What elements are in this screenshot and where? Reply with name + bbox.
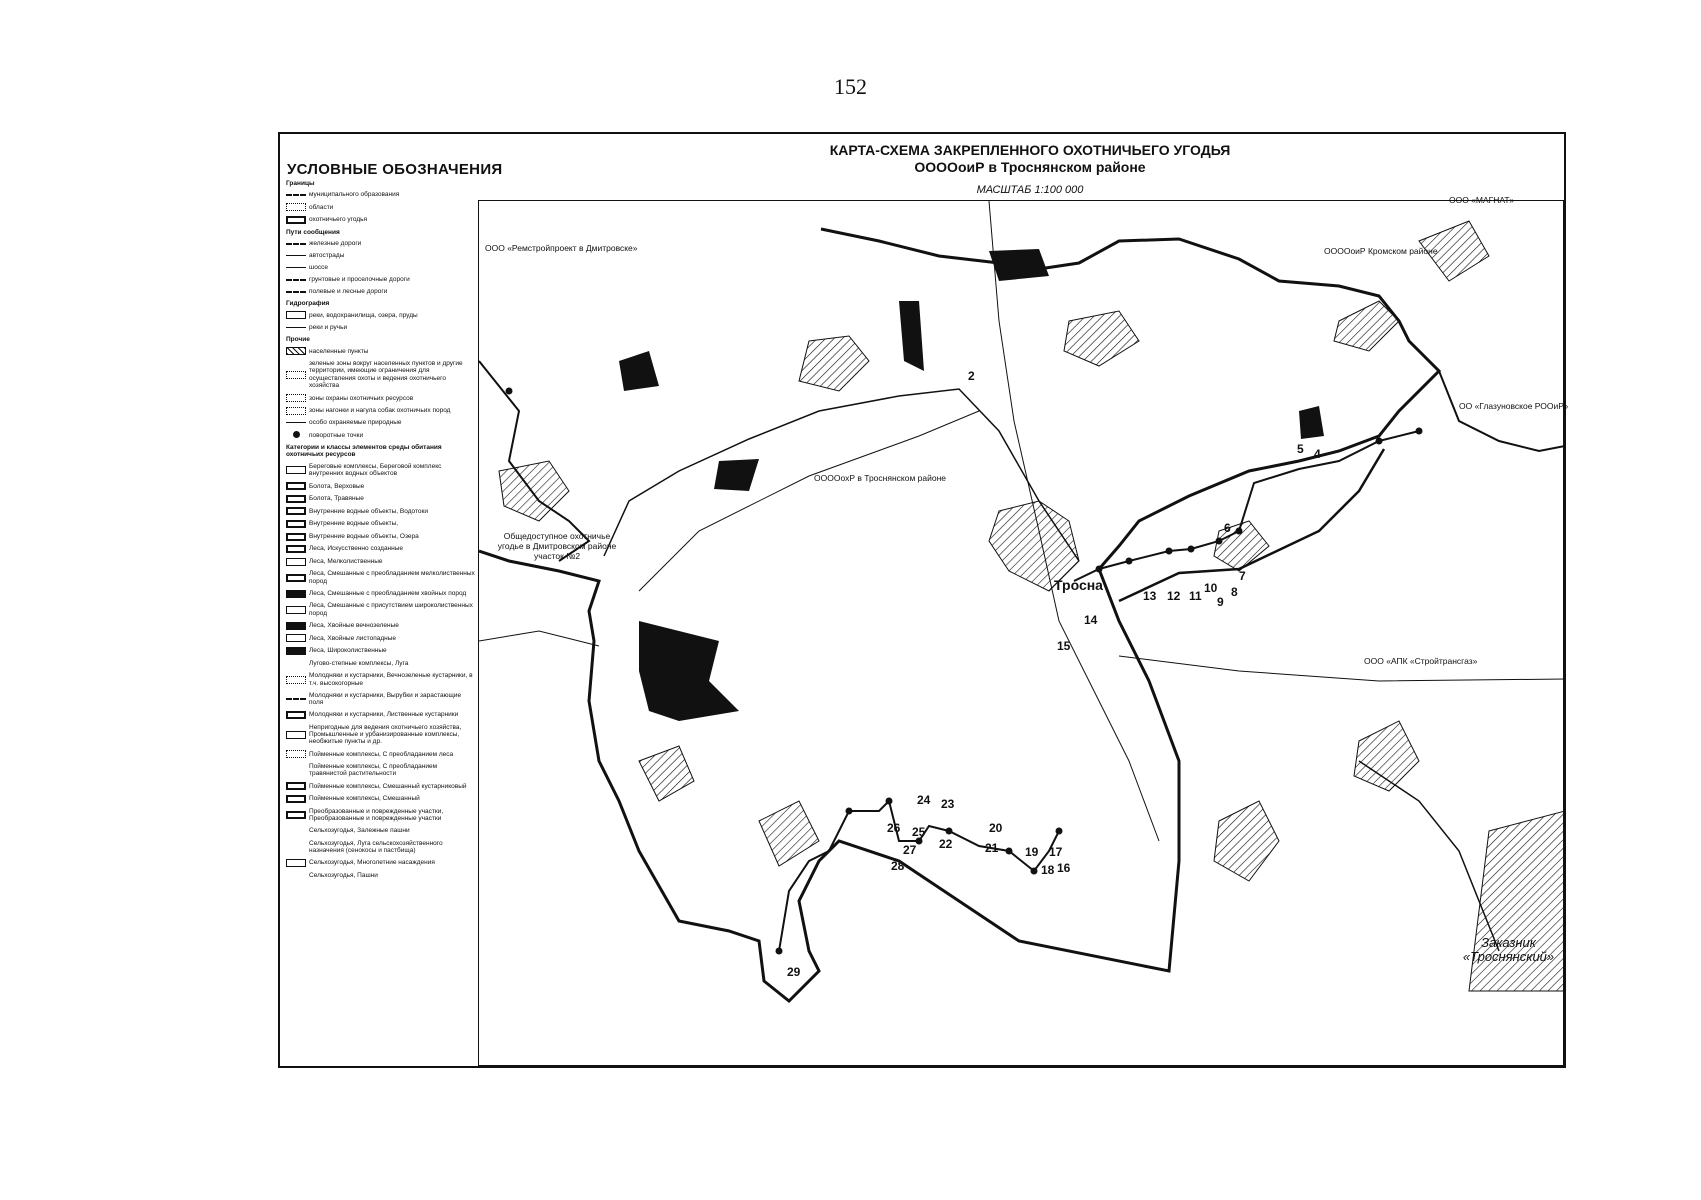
coniferous-forest [714, 459, 759, 491]
settlement [1214, 521, 1269, 571]
map-title [680, 142, 1380, 176]
turning-point-label: 11 [1189, 589, 1202, 603]
turning-point-label: 24 [917, 793, 931, 807]
zakaznik-area [1469, 811, 1565, 991]
legend-item [286, 264, 476, 271]
legend-symbol [286, 647, 306, 655]
legend-item [286, 520, 476, 528]
legend-symbol [286, 676, 306, 684]
legend-symbol [286, 482, 306, 490]
legend-label: Пойменные комплексы, Смешанный [309, 795, 420, 803]
page-number: 152 [834, 74, 867, 99]
legend-label: охотничьего угодья [309, 216, 368, 224]
legend-label: Леса, Смешанные с присутствием широколиственных пород [309, 602, 473, 617]
legend-item [286, 763, 476, 778]
legend-symbol [286, 267, 306, 269]
turning-point-label: 29 [787, 965, 801, 979]
legend-label: Сельхозугодья, Луга сельскохозяйственного назначения (сенокосы и пастбища) [309, 839, 443, 854]
legend-item [286, 711, 476, 719]
legend-item [286, 311, 476, 319]
legend-item [286, 482, 476, 490]
legend-symbol [286, 327, 306, 329]
legend-symbol [286, 766, 306, 774]
legend-symbol [286, 203, 306, 211]
coniferous-forest [1299, 406, 1324, 439]
kromskoy-label: ООООоиР Кромском районе [1324, 246, 1438, 256]
legend-item [286, 533, 476, 541]
legend-item [286, 394, 476, 402]
legend-symbol [286, 750, 306, 758]
turning-point-label: 27 [903, 843, 917, 857]
legend-symbol [286, 520, 306, 528]
legend-item [286, 782, 476, 790]
legend-item [286, 602, 476, 617]
legend-heading: Пути сообщения [286, 228, 340, 236]
turning-point-label: 10 [1204, 581, 1218, 595]
legend-label: Пойменные комплексы, С преобладанием травянистой растительности [309, 762, 438, 778]
legend-label: Береговые комплексы, Береговой комплекс внутренних водных объектов [309, 462, 442, 478]
legend-item [286, 463, 476, 478]
legend-label: Леса, Широколиственные [309, 647, 387, 655]
legend-symbol [286, 507, 306, 515]
legend-label: муниципального образования [309, 191, 400, 199]
legend-item [286, 872, 476, 880]
turning-point-label: 23 [941, 797, 955, 811]
legend-label: Пойменные комплексы, С преобладанием леса [309, 750, 454, 758]
map-title-line1: КАРТА-СХЕМА ЗАКРЕПЛЕННОГО ОХОТНИЧЬЕГО УГОДЬЯ [829, 142, 1231, 158]
legend-symbol [286, 279, 306, 281]
legend-item [286, 407, 476, 415]
legend-item [286, 276, 476, 283]
legend-item [286, 859, 476, 867]
settlement [639, 746, 694, 801]
legend-item [286, 240, 476, 247]
legend-symbol [286, 698, 306, 700]
legend-symbol [286, 731, 306, 739]
legend-symbol [286, 255, 306, 257]
legend-label: Молодняки и кустарники, Вырубки и зарастающие поля [309, 691, 462, 706]
legend-label: автострады [309, 252, 345, 259]
turning-point-label: 7 [1239, 569, 1246, 583]
coniferous-forest [619, 351, 659, 391]
legend-symbol [286, 606, 306, 614]
legend-label: зеленые зоны вокруг населенных пунктов и другие территории, имеющие ограничения для осуществления охоты и ведения охотничьего хозяйства [309, 360, 463, 390]
legend-item [286, 692, 476, 707]
legend-heading: Гидрография [286, 300, 330, 307]
coniferous-forest [639, 621, 739, 721]
legend-item [286, 724, 476, 746]
legend-item [286, 431, 476, 439]
legend-label: Непригодные для ведения охотничьего хозяйства, Промышленные и урбанизированные комплексы, необжитые пункты и др. [309, 723, 462, 746]
settlement [1064, 311, 1139, 366]
turning-point-label: 21 [985, 841, 999, 855]
coniferous-forest [899, 301, 924, 371]
turning-point-label: 13 [1143, 589, 1157, 603]
legend-item [286, 590, 476, 598]
legend-label: шоссе [309, 264, 328, 271]
legend-symbol [286, 495, 306, 503]
legend-label: Пойменные комплексы, Смешанный кустарниковый [309, 782, 467, 790]
legend-symbol [286, 859, 306, 867]
legend-heading: Границы [286, 180, 315, 187]
settlement [1354, 721, 1419, 791]
legend-item [286, 191, 476, 198]
legend-symbol [286, 291, 306, 293]
legend-heading: Категории и классы элементов среды обитания охотничьих ресурсов [286, 444, 442, 459]
legend-symbol [286, 216, 306, 224]
map-area[interactable] [478, 195, 1569, 1066]
legend-item [286, 324, 476, 331]
region-line [1119, 656, 1565, 681]
legend-label: Леса, Мелколиственные [309, 558, 383, 566]
legend-item [286, 545, 476, 553]
map-title-line2: ООООоиР в Троснянском районе [914, 159, 1146, 175]
legend-symbol [286, 622, 306, 630]
turning-point-label: 18 [1041, 863, 1055, 877]
legend-label: Леса, Хвойные вечнозеленые [309, 622, 399, 630]
turning-point-label: 6 [1224, 521, 1231, 535]
legend-heading: Прочие [286, 336, 310, 343]
legend-label: зоны охраны охотничьих ресурсов [309, 394, 414, 402]
glazunovskoe-label: ОО «Глазуновское РООиР» [1459, 401, 1569, 411]
map-drawing [479, 201, 1565, 1067]
legend-symbol [286, 590, 306, 598]
turning-point-label: 15 [1057, 639, 1071, 653]
legend-item [286, 558, 476, 566]
legend-label: области [309, 203, 334, 211]
turning-point-label: 25 [912, 825, 926, 839]
turning-point-label: 20 [989, 821, 1003, 835]
trosnyansky-label: ООООохР в Троснянском районе [814, 473, 946, 483]
town-trosna[interactable]: Тросна [1054, 577, 1103, 593]
legend-label: Болота, Верховые [309, 482, 365, 490]
legend-item [286, 750, 476, 758]
legend-symbol [286, 795, 306, 803]
legend-label: Сельхозугодья, Многолетние насаждения [309, 859, 435, 867]
turning-point-label: 4 [1314, 447, 1321, 461]
legend-symbol [286, 243, 306, 245]
settlement [759, 801, 819, 866]
legend [286, 180, 476, 1066]
legend-symbol [286, 394, 306, 402]
legend-symbol [286, 843, 306, 851]
apk-label: ООО «АПК «Стройтрансгаз» [1364, 656, 1478, 666]
turning-point-label: 17 [1049, 845, 1063, 859]
legend-label: населенные пункты [309, 347, 369, 355]
legend-symbol [286, 558, 306, 566]
legend-item [286, 347, 476, 355]
turning-point-label: 28 [891, 859, 905, 873]
legend-label: зоны нагонки и нагула собак охотничьих пород [309, 407, 451, 415]
legend-item [286, 672, 476, 687]
legend-label: Сельхозугодья, Залежные пашни [309, 827, 410, 835]
legend-item [286, 507, 476, 515]
legend-symbol [286, 811, 306, 819]
legend-symbol [286, 371, 306, 379]
legend-label: грунтовые и проселочные дороги [309, 276, 410, 283]
turning-point-label: 5 [1297, 442, 1304, 456]
turning-point-label: 26 [887, 821, 901, 835]
turning-point-label: 2 [968, 369, 975, 383]
neighbour-boundary-2 [1439, 371, 1565, 451]
legend-symbol [286, 711, 306, 719]
turning-point-label: 14 [1084, 613, 1098, 627]
legend-symbol [286, 634, 306, 642]
legend-symbol [286, 533, 306, 541]
legend-label: полевые и лесные дороги [309, 288, 388, 295]
legend-item [286, 495, 476, 503]
legend-item [286, 419, 476, 426]
legend-symbol [286, 407, 306, 415]
legend-symbol [286, 545, 306, 553]
legend-symbol [286, 466, 306, 474]
legend-item [286, 570, 476, 585]
legend-item [286, 216, 476, 224]
turning-point-label: 22 [939, 837, 953, 851]
legend-label: Леса, Хвойные листопадные [309, 634, 396, 642]
legend-label: реки, водохранилища, озера, пруды [309, 311, 418, 319]
hunting-ground-boundary [479, 229, 1439, 1001]
legend-item [286, 252, 476, 259]
legend-label: Молодняки и кустарники, Вечнозеленые кустарники, в т.ч. высокогорные [309, 672, 473, 687]
legend-symbol [286, 311, 306, 319]
legend-symbol [286, 574, 306, 582]
legend-label: Болота, Травяные [309, 495, 364, 503]
legend-label: поворотные точки [309, 431, 364, 439]
legend-label: железные дороги [309, 240, 362, 247]
coniferous-forest [989, 249, 1049, 281]
legend-item [286, 288, 476, 295]
obshchedostupnye-label: Общедоступное охотничье угодье в Дмитровском районе участок №2 [497, 531, 617, 561]
legend-symbol [286, 194, 306, 196]
turning-point-label: 8 [1231, 585, 1238, 599]
legend-symbol [286, 782, 306, 790]
legend-item [286, 827, 476, 835]
legend-title: УСЛОВНЫЕ ОБОЗНАЧЕНИЯ [287, 161, 503, 178]
settlement [499, 461, 569, 521]
legend-item [286, 360, 476, 390]
map-scale: МАСШТАБ 1:100 000 [976, 184, 1084, 196]
legend-label: Лугово-степные комплексы, Луга [309, 659, 409, 667]
legend-label: Внутренние водные объекты, Озера [309, 532, 419, 540]
legend-label: Преобразованные и поврежденные участки, Преобразованные и поврежденные участки [309, 807, 444, 822]
settlement [1214, 801, 1279, 881]
legend-item [286, 808, 476, 823]
turning-point-label: 9 [1217, 595, 1224, 609]
magnat-label: ООО «МАГНАТ» [1449, 195, 1514, 205]
turning-point-label: 19 [1025, 845, 1039, 859]
legend-symbol [286, 347, 306, 355]
legend-item [286, 647, 476, 655]
settlement [799, 336, 869, 391]
legend-item [286, 660, 476, 668]
legend-label: Леса, Смешанные с преобладанием хвойных пород [309, 590, 467, 598]
district-line [639, 411, 979, 591]
legend-label: Молодняки и кустарники, Лиственные кустарники [309, 711, 459, 719]
legend-label: Внутренние водные объекты, Водотоки [309, 507, 428, 515]
remstroy-label: ООО «Ремстройпроект в Дмитровске» [485, 243, 638, 253]
legend-label: особо охраняемые природные [309, 419, 402, 427]
legend-item [286, 203, 476, 211]
legend-label: Леса, Искусственно созданные [309, 545, 404, 553]
legend-symbol [286, 431, 306, 439]
legend-item [286, 622, 476, 630]
legend-symbol [286, 872, 306, 880]
turning-point-label: 16 [1057, 861, 1071, 875]
zakaznik-label: Заказник «Троснянский» [1462, 935, 1555, 964]
legend-symbol [286, 827, 306, 835]
legend-symbol [286, 660, 306, 668]
legend-item [286, 840, 476, 855]
legend-item [286, 634, 476, 642]
legend-label: Сельхозугодья, Пашни [309, 871, 378, 879]
legend-label: Леса, Смешанные с преобладанием мелколиственных пород [309, 570, 475, 585]
legend-symbol [286, 422, 306, 424]
turning-point-label: 12 [1167, 589, 1181, 603]
region-line-2 [479, 631, 599, 646]
legend-item [286, 795, 476, 803]
legend-label: Внутренние водные объекты, [309, 520, 399, 528]
legend-label: реки и ручьи [309, 324, 348, 331]
